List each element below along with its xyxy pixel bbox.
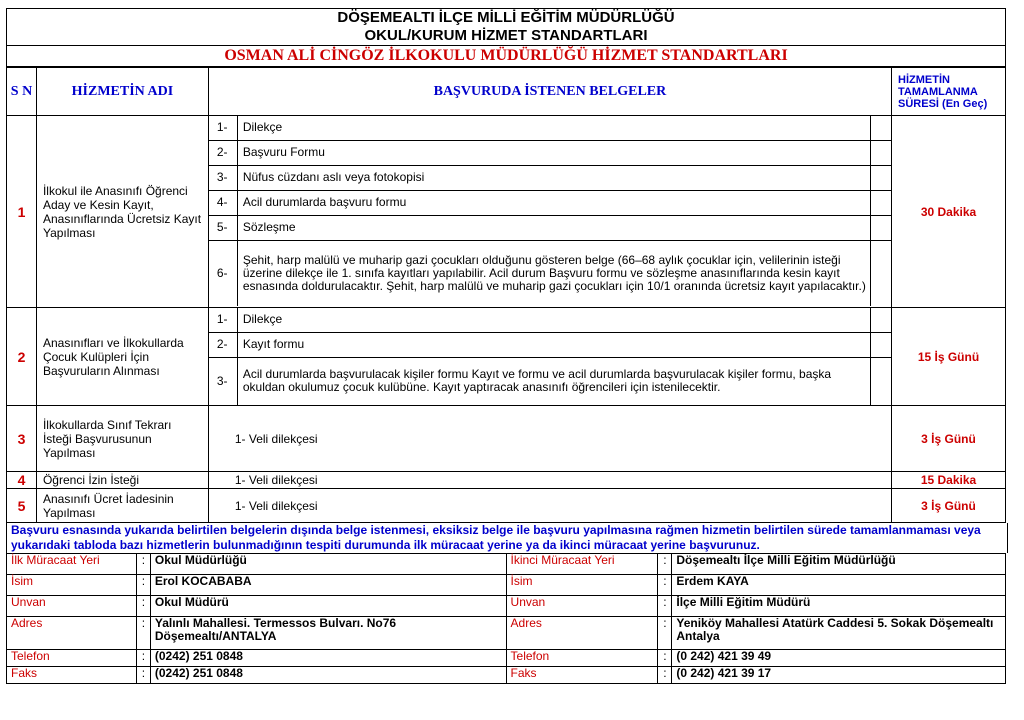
col-duration-header: HİZMETİN TAMAMLANMA SÜRESİ (En Geç) [892, 68, 1006, 116]
school-title: OSMAN ALİ CİNGÖZ İLKOKULU MÜDÜRLÜĞÜ HİZMET STANDARTLARI [7, 46, 1006, 67]
first-fax-value: (0242) 251 0848 [150, 667, 506, 684]
first-name-value: Erol KOCABABA [150, 575, 506, 596]
second-office-label: İkinci Müracaat Yeri [506, 554, 658, 575]
document-item: 5- Sözleşme [209, 215, 891, 240]
service-name: Anasınıfı Ücret İadesinin Yapılması [36, 489, 208, 523]
service-duration: 30 Dakika [892, 116, 1006, 308]
document-item: 6- Şehit, harp malülü ve muharip gazi çocukları olduğunu gösteren belge (66–68 aylık çocuklar için, velilerinin isteği üzerine dilekçe ile 1. sınıfa kayıtları yapılabilir. Acil durum Başvuru formu ve sözleşme anasınıflarında kesin kayıt esnasında doldurulacaktır. Şehit, harp malülü ve muharip gazi çocukları için 10/1 oranında ücretsiz kayıt yapılacaktır.) [209, 240, 891, 306]
document-item: 1- Veli dilekçesi [208, 489, 891, 523]
service-duration: 15 İş Günü [892, 308, 1006, 406]
row-number: 2 [7, 308, 37, 406]
first-office-label: İlk Müracaat Yeri [7, 554, 137, 575]
table-header-row [7, 68, 1006, 116]
document-item: 3- Acil durumlarda başvurulacak kişiler formu Kayıt ve formu ve acil durumlarda başvurulacak kişiler formu, başka okuldan okulumuz çocuk kulübüne. Kayıt yaptıracak anasınıfı öğrencileri için istenilecektir. [209, 357, 891, 405]
document-item: 3- Nüfus cüzdanı aslı veya fotokopisi [209, 165, 891, 190]
documents-cell [208, 116, 891, 308]
document-item: 4- Acil durumlarda başvuru formu [209, 190, 891, 215]
contact-row: Telefon : (0242) 251 0848 Telefon : (0 242) 421 39 49 [7, 650, 1006, 667]
first-address-value: Yalınlı Mahallesi. Termessos Bulvarı. No76 Döşemealtı/ANTALYA [150, 617, 506, 650]
document-page [6, 8, 1006, 684]
document-item: 1- Dilekçe [209, 308, 891, 332]
col-sn-header: S N [7, 68, 37, 116]
service-duration: 3 İş Günü [892, 406, 1006, 472]
first-office-value: Okul Müdürlüğü [150, 554, 506, 575]
contact-row: Unvan : Okul Müdürü Unvan : İlçe Milli Eğitim Müdürü [7, 596, 1006, 617]
table-row [7, 116, 1006, 308]
service-name: İlkokullarda Sınıf Tekrarı İsteği Başvurusunun Yapılması [36, 406, 208, 472]
contact-row: İlk Müracaat Yeri : Okul Müdürlüğü İkinci Müracaat Yeri : Döşemealtı İlçe Milli Eğitim Müdürlüğü [7, 554, 1006, 575]
complaint-notice: Başvuru esnasında yukarıda belirtilen belgelerin dışında belge istenmesi, eksiksiz belge ile başvuru yapılmasına rağmen hizmetin belirtilen sürede tamamlanmaması veya yukarıdaki tabloda bazı hizmetlerin bulunmadığının tespiti durumunda ilk müracaat yerine ya da ikinci müracaat yerine başvurunuz. [6, 523, 1008, 553]
service-name: İlkokul ile Anasınıfı Öğrenci Aday ve Kesin Kayıt, Anasınıflarında Ücretsiz Kayıt Yapılması [36, 116, 208, 308]
contact-row: İsim : Erol KOCABABA İsim : Erdem KAYA [7, 575, 1006, 596]
row-number: 1 [7, 116, 37, 308]
second-office-value: Döşemealtı İlçe Milli Eğitim Müdürlüğü [672, 554, 1006, 575]
service-name: Anasınıfları ve İlkokullarda Çocuk Kulüpleri İçin Başvuruların Alınması [36, 308, 208, 406]
document-item: 1- Dilekçe [209, 116, 891, 140]
table-row [7, 472, 1006, 489]
contact-row: Faks : (0242) 251 0848 Faks : (0 242) 421 39 17 [7, 667, 1006, 684]
document-item: 2- Kayıt formu [209, 332, 891, 357]
first-title-value: Okul Müdürü [150, 596, 506, 617]
first-phone-value: (0242) 251 0848 [150, 650, 506, 667]
document-item: 1- Veli dilekçesi [208, 472, 891, 489]
document-item: 2- Başvuru Formu [209, 140, 891, 165]
documents-cell [208, 308, 891, 406]
row-number: 3 [7, 406, 37, 472]
service-name: Öğrenci İzin İsteği [36, 472, 208, 489]
col-documents-header: BAŞVURUDA İSTENEN BELGELER [208, 68, 891, 116]
table-row [7, 308, 1006, 406]
second-name-value: Erdem KAYA [672, 575, 1006, 596]
service-duration: 15 Dakika [892, 472, 1006, 489]
second-phone-value: (0 242) 421 39 49 [672, 650, 1006, 667]
title-block [6, 8, 1006, 67]
col-service-header: HİZMETİN ADI [36, 68, 208, 116]
directorate-title: DÖŞEMEALTI İLÇE MİLLİ EĞİTİM MÜDÜRLÜĞÜ [337, 9, 675, 26]
standards-title: OKUL/KURUM HİZMET STANDARTLARI [364, 27, 648, 44]
table-row [7, 489, 1006, 523]
row-number: 5 [7, 489, 37, 523]
contact-table [6, 553, 1006, 684]
row-number: 4 [7, 472, 37, 489]
document-item: 1- Veli dilekçesi [208, 406, 891, 472]
second-title-value: İlçe Milli Eğitim Müdürü [672, 596, 1006, 617]
documents-list [209, 116, 891, 306]
table-row [7, 406, 1006, 472]
services-table [6, 67, 1006, 523]
second-fax-value: (0 242) 421 39 17 [672, 667, 1006, 684]
second-address-value: Yeniköy Mahallesi Atatürk Caddesi 5. Sokak Döşemealtı Antalya [672, 617, 1006, 650]
documents-list [209, 308, 891, 405]
service-duration: 3 İş Günü [892, 489, 1006, 523]
contact-row: Adres : Yalınlı Mahallesi. Termessos Bulvarı. No76 Döşemealtı/ANTALYA Adres : Yeniköy Mahallesi Atatürk Caddesi 5. Sokak Döşemealtı Antalya [7, 617, 1006, 650]
